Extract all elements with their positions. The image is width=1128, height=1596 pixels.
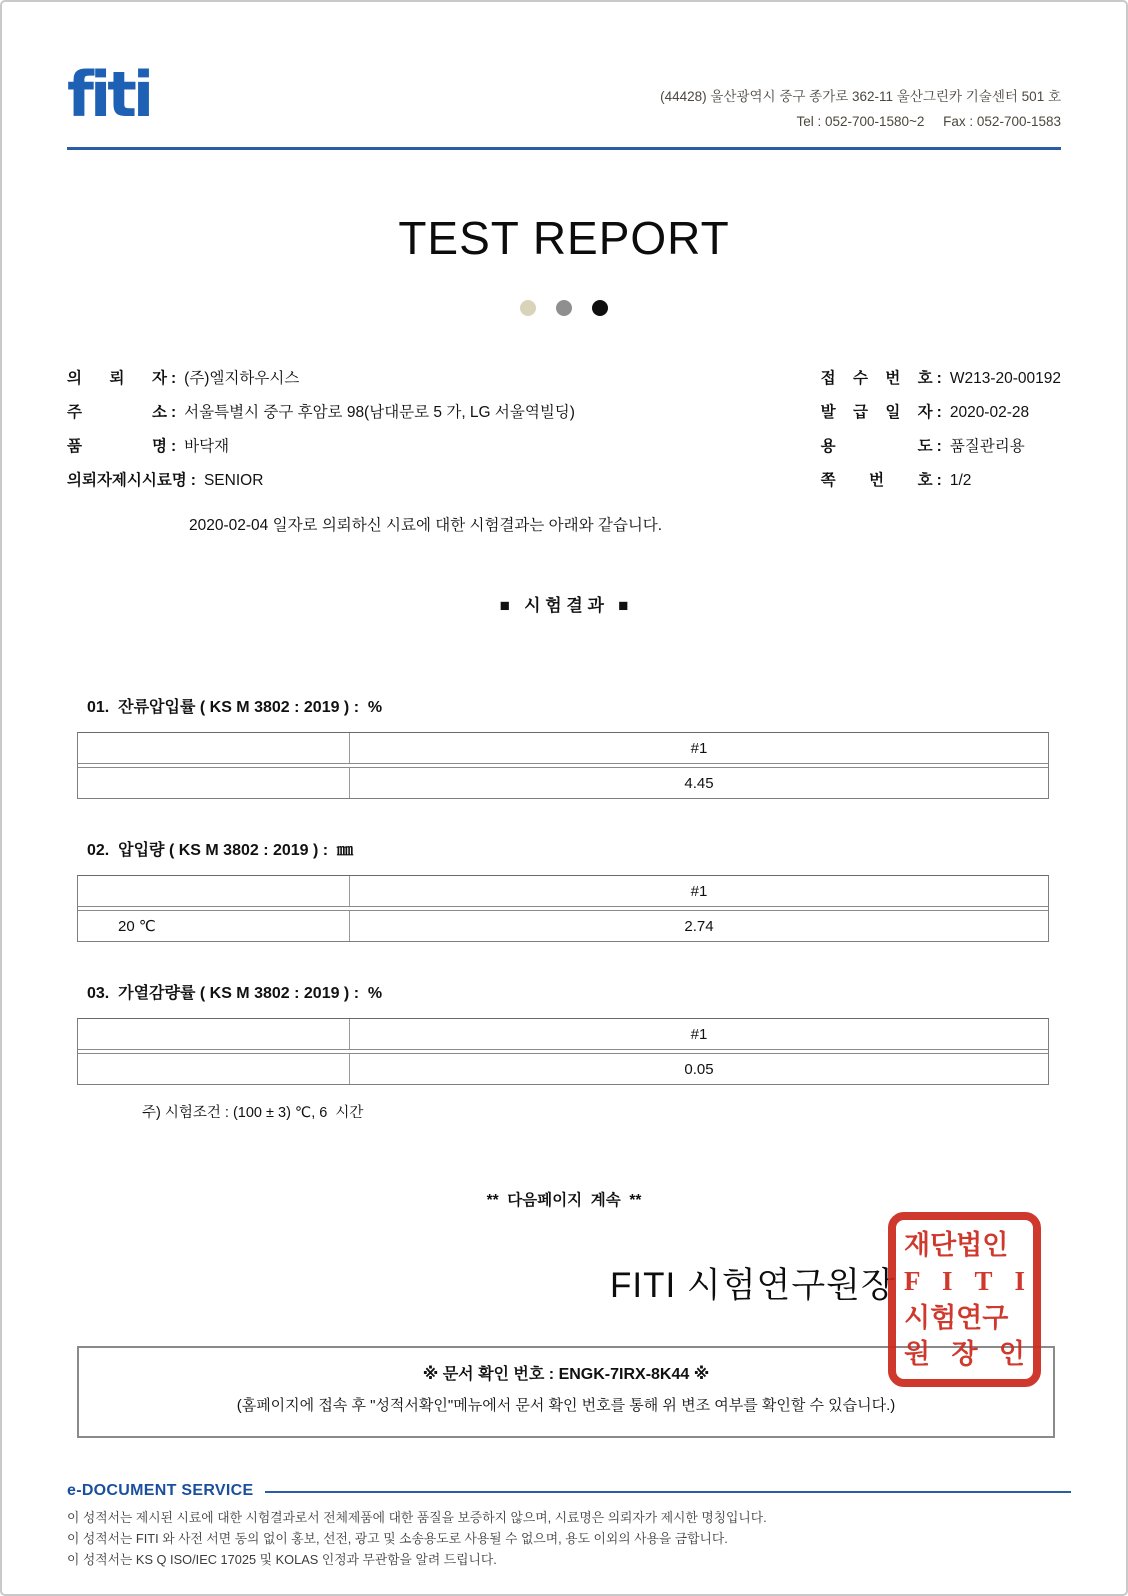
test-2-table (77, 875, 1049, 942)
info-row-sample-name (67, 464, 575, 498)
test-3-name: 가열감량률 ( KS M 3802 : 2019 ) : % (118, 985, 383, 1002)
header-cell-condition (78, 1019, 350, 1049)
test-1-table (77, 732, 1049, 799)
test-2-heading (67, 839, 1061, 863)
colon: : (936, 404, 942, 421)
data-cell-result: 2.74 (684, 917, 714, 935)
stamp-row: 재단법인 (904, 1230, 1009, 1261)
intro-sentence: 2020-02-04 일자로 의뢰하신 시료에 대한 시험결과는 아래와 같습니다. (189, 517, 663, 534)
data-cell-condition (78, 768, 350, 798)
info-row-address (67, 396, 575, 430)
report-info (67, 362, 1061, 498)
table-header-row (78, 876, 1048, 907)
fiti-logo: fiti (67, 58, 151, 131)
beige-dot-icon (520, 300, 536, 316)
header-cell-specimen: #1 (690, 739, 708, 757)
address-line: (44428) 울산광역시 중구 종가로 362-11 울산그린카 기술센터 501 호 (660, 89, 1061, 104)
verification-number-line: ※ 문서 확인 번호 : ENGK-7IRX-8K44 ※ (422, 1366, 710, 1383)
black-dot-icon (592, 300, 608, 316)
page-footer (67, 1482, 1071, 1570)
info-row-item (67, 430, 575, 464)
official-seal-stamp (888, 1212, 1041, 1387)
client-value: (주)엘지하우시스 (184, 370, 300, 387)
header-cell-condition (78, 733, 350, 763)
info-left-column (67, 362, 575, 498)
receipt-no-label: 접 수 번 호 (820, 370, 933, 387)
purpose-value: 품질관리용 (949, 438, 1025, 455)
test-condition-note: 주) 시험조건 : (100 ± 3) ℃, 6 시간 (142, 1105, 364, 1121)
address-value: 서울특별시 중구 후암로 98(남대문로 5 가, LG 서울역빌딩) (184, 404, 575, 421)
disclaimer-line: 이 성적서는 FITI 와 사전 서면 동의 없이 홍보, 선전, 광고 및 소송용도로 사용될 수 없으며, 용도 이외의 사용을 금합니다. (67, 1531, 728, 1546)
header-cell-condition (78, 876, 350, 906)
info-row-receipt-no (821, 362, 1061, 396)
test-3-heading (67, 982, 1061, 1006)
table-data-row (78, 768, 1048, 798)
colon: : (171, 438, 177, 455)
stamp-row: F I T I (904, 1266, 1025, 1297)
table-data-row (78, 1054, 1048, 1084)
page-no-value: 1/2 (949, 472, 972, 489)
title-dots (67, 300, 1061, 316)
test-1-name: 잔류압입률 ( KS M 3802 : 2019 ) : % (118, 699, 383, 716)
item-value: 바닥재 (184, 438, 230, 455)
disclaimer-line: 이 성적서는 KS Q ISO/IEC 17025 및 KOLAS 인정과 무관함을 알려 드립니다. (67, 1552, 497, 1567)
header-cell-specimen: #1 (690, 882, 708, 900)
colon: : (936, 472, 942, 489)
test-2-name: 압입량 ( KS M 3802 : 2019 ) : ㎜ (118, 842, 354, 859)
contact-line: Tel : 052-700-1580~2 Fax : 052-700-1583 (796, 114, 1061, 129)
page-header (67, 2, 1061, 150)
table-header-row (78, 733, 1048, 764)
data-cell-condition (78, 1054, 350, 1084)
receipt-no-value: W213-20-00192 (949, 370, 1061, 387)
colon: : (171, 404, 177, 421)
report-title: TEST REPORT (398, 212, 730, 264)
info-row-purpose (821, 430, 1061, 464)
colon: : (190, 472, 196, 489)
test-item-1 (67, 696, 1061, 799)
director-signature-text: FITI 시험연구원장 (610, 1266, 896, 1305)
info-row-page-no (821, 464, 1061, 498)
test-1-heading (67, 696, 1061, 720)
test-3-number: 03. (87, 985, 110, 1002)
colon: : (171, 370, 177, 387)
issue-date-value: 2020-02-28 (949, 404, 1030, 421)
data-cell-result: 0.05 (684, 1060, 714, 1078)
sample-name-label: 의뢰자제시시료명 (67, 472, 187, 489)
footer-disclaimers (67, 1507, 1071, 1570)
gray-dot-icon (556, 300, 572, 316)
section-title-test-results: ■ 시 험 결 과 ■ (499, 596, 629, 615)
item-label: 품 명 (67, 438, 167, 455)
test-item-2 (67, 839, 1061, 942)
table-header-row (78, 1019, 1048, 1050)
header-cell-specimen: #1 (690, 1025, 708, 1043)
test-3-table (77, 1018, 1049, 1085)
footer-rule-line (265, 1491, 1071, 1493)
verification-instruction-line: (홈페이지에 접속 후 "성적서확인"메뉴에서 문서 확인 번호를 통해 위 변조 여부를 확인할 수 있습니다.) (236, 1397, 896, 1414)
client-label: 의 뢰 자 (67, 370, 167, 387)
data-cell-condition: 20 ℃ (78, 911, 350, 941)
address-label: 주 소 (67, 404, 167, 421)
disclaimer-line: 이 성적서는 제시된 시료에 대한 시험결과로서 전체제품에 대한 품질을 보증하지 않으며, 시료명은 의뢰자가 제시한 명칭입니다. (67, 1510, 767, 1525)
sample-name-value: SENIOR (203, 472, 264, 489)
colon: : (936, 370, 942, 387)
info-row-client (67, 362, 575, 396)
e-document-service-label: e-DOCUMENT SERVICE (67, 1482, 254, 1499)
test-item-3 (67, 982, 1061, 1122)
test-2-number: 02. (87, 842, 110, 859)
page-no-label: 쪽 번 호 (820, 472, 933, 489)
e-document-service-row (67, 1482, 1071, 1500)
test-1-number: 01. (87, 699, 110, 716)
info-row-issue-date (821, 396, 1061, 430)
stamp-row: 원 장 인 (904, 1338, 1025, 1369)
colon: : (936, 438, 942, 455)
purpose-label: 용 도 (820, 438, 933, 455)
lab-address (660, 60, 1061, 147)
info-right-column (821, 362, 1061, 498)
test-results-list (67, 696, 1061, 1122)
data-cell-result: 4.45 (684, 774, 714, 792)
continuation-notice: ** 다음페이지 계속 ** (486, 1192, 642, 1209)
issue-date-label: 발 급 일 자 (820, 404, 933, 421)
stamp-row: 시험연구 (904, 1302, 1009, 1333)
table-data-row (78, 911, 1048, 941)
